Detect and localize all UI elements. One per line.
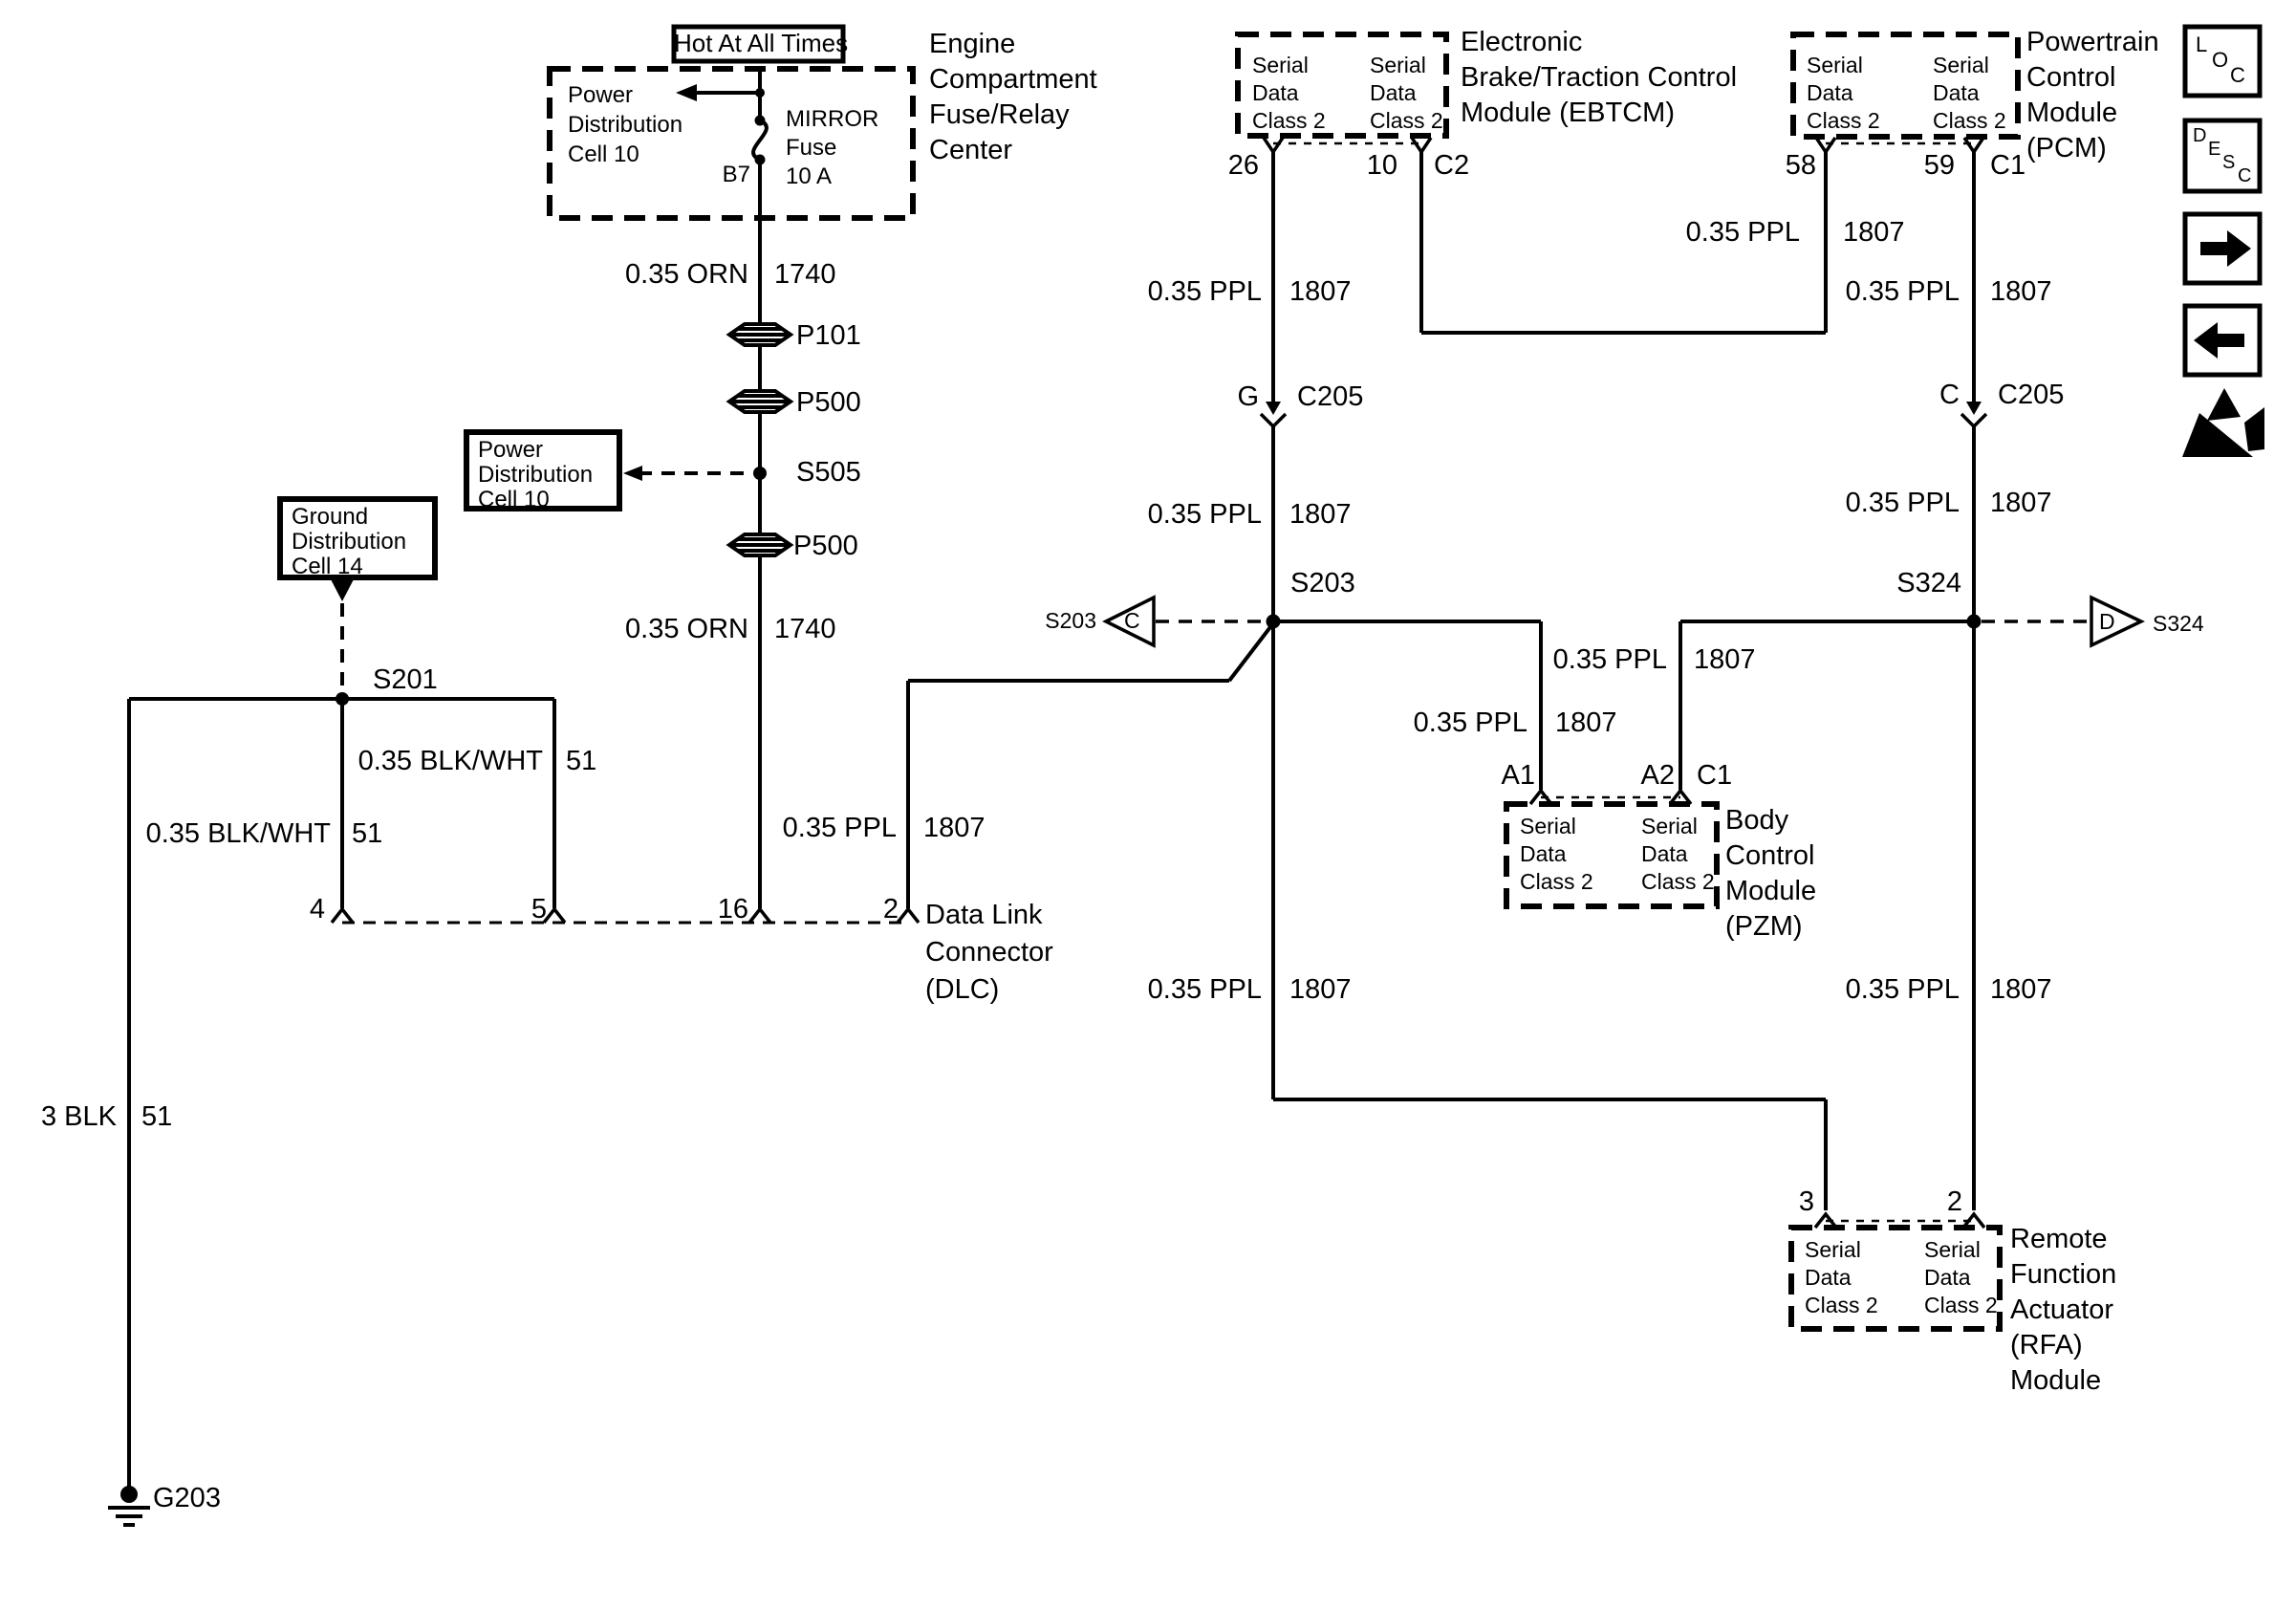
ebtcm-serial-left <box>1252 52 1326 135</box>
rfa-serial-left <box>1805 1236 1878 1319</box>
splice-s203 <box>1267 615 1281 629</box>
wire-blkwht-upper-gauge: 0.35 BLK/WHT <box>357 746 543 776</box>
label-line: Data <box>1252 80 1299 105</box>
arrow-down-icon <box>331 579 354 601</box>
mirror-fuse-label <box>786 105 878 191</box>
wire-blkwht-upper-circuit: 51 <box>566 746 597 776</box>
rfa-pin3-label: 3 <box>1798 1186 1814 1217</box>
label-line: Actuator <box>2010 1295 2113 1325</box>
wire-ppl-pcm59-lower-circuit: 1807 <box>1990 488 2052 518</box>
wire-blkwht-lower-gauge: 0.35 BLK/WHT <box>145 818 331 849</box>
label-line: Class 2 <box>1933 108 2006 133</box>
wire-blk-circuit: 51 <box>141 1101 173 1132</box>
bcm-serial-left <box>1520 813 1593 896</box>
s324-reference <box>1982 598 2141 645</box>
label-line: (PZM) <box>1725 911 1803 942</box>
label-line: Brake/Traction Control <box>1461 62 1738 93</box>
label-line: Distribution <box>292 529 407 555</box>
label-line: 10 A <box>786 163 833 189</box>
s324-ref-letter: D <box>2099 609 2115 634</box>
bcm-serial-right <box>1641 813 1715 896</box>
pin-58-icon <box>1816 138 1835 152</box>
wire-orn-lower-gauge: 0.35 ORN <box>625 614 748 644</box>
label-line: Power <box>568 82 634 108</box>
label-line: Class 2 <box>1924 1293 1998 1317</box>
ground-g203-icon <box>120 1486 138 1503</box>
label-line: Module <box>1725 876 1817 906</box>
label-line: Remote <box>2010 1224 2108 1254</box>
label-line: Serial <box>1641 814 1698 838</box>
inline-connector-p500-lower-icon <box>729 534 791 555</box>
dlc-name <box>925 897 1053 1009</box>
label-line: Center <box>929 135 1013 165</box>
power-distribution-ref <box>568 80 682 169</box>
arrow-left-glyph <box>2194 322 2244 359</box>
c205-right-terminal: C <box>1939 380 1960 410</box>
wire-ppl-rfa3-circuit: 1807 <box>1289 974 1352 1005</box>
dlc-pin5-label: 5 <box>531 894 547 925</box>
pin-2-icon <box>898 909 919 923</box>
label-line: Module (EBTCM) <box>1461 98 1675 128</box>
c205-left-label: C205 <box>1297 381 1364 412</box>
pcm-serial-left <box>1807 52 1880 135</box>
label-line: Serial <box>1520 814 1576 838</box>
label-line: Fuse/Relay <box>929 99 1070 130</box>
label-line: Serial <box>1370 53 1426 77</box>
label-line: Connector <box>925 937 1053 968</box>
fuse-center-name <box>929 27 1097 168</box>
label-line: Serial <box>1252 53 1309 77</box>
wire-ppl-rfa2-gauge: 0.35 PPL <box>1845 974 1960 1005</box>
desc-letter-s: S <box>2222 152 2236 173</box>
wire-ppl-rfa3-gauge: 0.35 PPL <box>1147 974 1262 1005</box>
desc-letter-e: E <box>2208 139 2221 160</box>
label-line: Data <box>1370 80 1417 105</box>
pcm-connector-label: C1 <box>1990 150 2026 181</box>
wire-orn-upper-gauge: 0.35 ORN <box>625 259 748 290</box>
label-line: Distribution <box>568 112 683 138</box>
label-line: Serial <box>1933 53 1989 77</box>
rfa-serial-right <box>1924 1236 1998 1319</box>
label-line: Data <box>1520 841 1567 866</box>
splice-s505-label: S505 <box>796 457 861 488</box>
ebtcm-name <box>1461 25 1737 131</box>
c205-right-arrow-icon <box>1966 402 1982 415</box>
label-line: Data <box>1924 1265 1971 1290</box>
label-line: Cell 10 <box>568 141 639 167</box>
inline-connector-p101-icon <box>729 324 791 345</box>
desc-letter-d: D <box>2193 125 2207 146</box>
wire-ppl-dlc-circuit: 1807 <box>923 813 986 843</box>
hot-at-all-times-label: Hot At All Times <box>674 29 849 57</box>
label-line: Module <box>2026 98 2118 128</box>
s324-ref-label: S324 <box>2153 611 2204 636</box>
power-feed-wire <box>676 71 767 908</box>
label-line: Class 2 <box>1805 1293 1878 1317</box>
c205-right-socket-icon <box>1961 414 1986 426</box>
wire-ppl-ebtcm-upper-circuit: 1807 <box>1289 276 1352 307</box>
c205-left-arrow-icon <box>1266 402 1281 415</box>
c205-left-socket-icon <box>1261 414 1286 426</box>
c205-left-terminal: G <box>1237 381 1259 412</box>
label-line: Class 2 <box>1807 108 1880 133</box>
s203-ref-label: S203 <box>1045 608 1096 633</box>
connector-p101-label: P101 <box>796 320 861 351</box>
wire-ppl-pcm58-circuit: 1807 <box>1843 217 1905 248</box>
label-line: (PCM) <box>2026 133 2107 163</box>
pcm-serial-right <box>1933 52 2006 135</box>
label-line: Data <box>1807 80 1853 105</box>
splice-s201-label: S201 <box>373 664 438 695</box>
bcm-pin-a1-label: A1 <box>1501 760 1535 791</box>
wire-ppl-bcm-a2-gauge: 0.35 PPL <box>1552 644 1667 675</box>
wire-ppl-pcm59-upper-circuit: 1807 <box>1990 276 2052 307</box>
rfa-name <box>2010 1222 2116 1399</box>
dlc-pin16-label: 16 <box>717 894 748 925</box>
esd-warning-icon <box>2182 388 2264 457</box>
terminal-b7-label: B7 <box>722 162 750 187</box>
rfa-pin2-label: 2 <box>1946 1186 1962 1217</box>
label-line: Electronic <box>1461 27 1583 57</box>
wire-ppl-bcm-a1-circuit: 1807 <box>1555 707 1617 738</box>
label-line: Engine <box>929 29 1016 59</box>
splice-s203-label: S203 <box>1290 568 1355 598</box>
wire-orn-upper-circuit: 1740 <box>774 259 836 290</box>
ground-g203-label: G203 <box>153 1483 221 1513</box>
power-distribution-box-label <box>478 438 593 512</box>
label-line: Ground <box>292 504 369 530</box>
ebtcm-pins <box>1264 138 1431 152</box>
dlc-pin2-label: 2 <box>882 894 899 925</box>
fuse-icon <box>753 120 767 160</box>
s203-ref-letter: C <box>1124 608 1140 633</box>
wire-blkwht-lower-circuit: 51 <box>352 818 383 849</box>
pin-5-icon <box>544 909 565 923</box>
wire-ppl-ebtcm-lower-circuit: 1807 <box>1289 499 1352 530</box>
pin-16-icon <box>749 909 770 923</box>
ground-distribution-box-label <box>292 505 406 579</box>
splice-s505 <box>623 466 767 481</box>
ebtcm-connector-label: C2 <box>1434 150 1470 181</box>
label-line: Cell 10 <box>478 487 550 512</box>
label-line: Function <box>2010 1259 2117 1290</box>
label-line: Cell 14 <box>292 554 363 579</box>
label-line: Control <box>2026 62 2116 93</box>
label-line: Data <box>1805 1265 1852 1290</box>
nav-icon-frames <box>2185 27 2260 375</box>
wire-ppl-ebtcm-lower-gauge: 0.35 PPL <box>1147 499 1262 530</box>
pcm-pins <box>1816 138 1983 152</box>
label-line: Body <box>1725 805 1789 836</box>
label-line: (DLC) <box>925 974 1000 1005</box>
label-line: Control <box>1725 840 1815 871</box>
dlc-serial-data-wire <box>908 623 1273 908</box>
wire-ppl-bcm-a1-gauge: 0.35 PPL <box>1413 707 1527 738</box>
ebtcm-pin26-label: 26 <box>1227 150 1259 181</box>
wire-ppl-dlc-gauge: 0.35 PPL <box>782 813 897 843</box>
left-class2-bus <box>1261 152 1826 1210</box>
label-line: Fuse <box>786 135 837 161</box>
label-line: Powertrain <box>2026 27 2159 57</box>
pin-26-icon <box>1264 138 1283 152</box>
wire-orn-lower-circuit: 1740 <box>774 614 836 644</box>
wire-blk-gauge: 3 BLK <box>41 1101 117 1132</box>
label-line: (RFA) <box>2010 1330 2083 1360</box>
connector-p500-lower-label: P500 <box>793 531 858 561</box>
bcm-pin-a2-label: A2 <box>1640 760 1675 791</box>
ground-distribution-wires <box>108 579 554 1525</box>
splice-s324 <box>1967 615 1982 629</box>
wire-ppl-pcm59-lower-gauge: 0.35 PPL <box>1845 488 1960 518</box>
desc-letter-c: C <box>2238 165 2252 186</box>
pcm-pin59-label: 59 <box>1923 150 1955 181</box>
label-line: Power <box>478 437 544 463</box>
label-line: Class 2 <box>1641 869 1715 894</box>
bcm-connector-label: C1 <box>1697 760 1733 791</box>
arrow-right-glyph <box>2200 230 2251 267</box>
label-line: Class 2 <box>1370 108 1443 133</box>
pin-10-icon <box>1412 138 1431 152</box>
label-line: Distribution <box>478 462 594 488</box>
dlc-pin4-label: 4 <box>309 894 325 925</box>
wire-ppl-pcm58-gauge: 0.35 PPL <box>1685 217 1800 248</box>
loc-letter-c: C <box>2230 63 2245 87</box>
label-line: Serial <box>1805 1237 1861 1262</box>
wire-ppl-bcm-a2-circuit: 1807 <box>1694 644 1756 675</box>
label-line: Module <box>2010 1365 2102 1396</box>
pin-59-icon <box>1964 138 1983 152</box>
ebtcm-serial-right <box>1370 52 1443 135</box>
bcm-name <box>1725 803 1816 945</box>
wire-ppl-ebtcm-upper-gauge: 0.35 PPL <box>1147 276 1262 307</box>
pin-4-icon <box>332 909 353 923</box>
splice-s324-label: S324 <box>1896 568 1961 598</box>
arrow-left-icon <box>623 466 642 481</box>
loc-letter-o: O <box>2212 48 2229 72</box>
label-line: Class 2 <box>1520 869 1593 894</box>
label-line: Serial <box>1924 1237 1981 1262</box>
pcm-name <box>2026 25 2159 166</box>
connector-p500-upper-label: P500 <box>796 387 861 418</box>
label-line: Data Link <box>925 900 1043 930</box>
ebtcm-pin10-label: 10 <box>1366 150 1397 181</box>
inline-connector-p500-upper-icon <box>729 391 791 412</box>
wire-ppl-pcm59-upper-gauge: 0.35 PPL <box>1845 276 1960 307</box>
wire-ppl-rfa2-circuit: 1807 <box>1990 974 2052 1005</box>
label-line: Compartment <box>929 64 1097 95</box>
label-line: Data <box>1641 841 1688 866</box>
label-line: Data <box>1933 80 1980 105</box>
dlc-connector <box>332 909 919 923</box>
label-line: Class 2 <box>1252 108 1326 133</box>
loc-letter-l: L <box>2196 33 2208 56</box>
pcm-pin58-label: 58 <box>1785 150 1816 181</box>
label-line: Serial <box>1807 53 1863 77</box>
c205-right-label: C205 <box>1998 380 2065 410</box>
label-line: MIRROR <box>786 106 879 132</box>
right-class2-bus <box>1680 152 1986 1210</box>
